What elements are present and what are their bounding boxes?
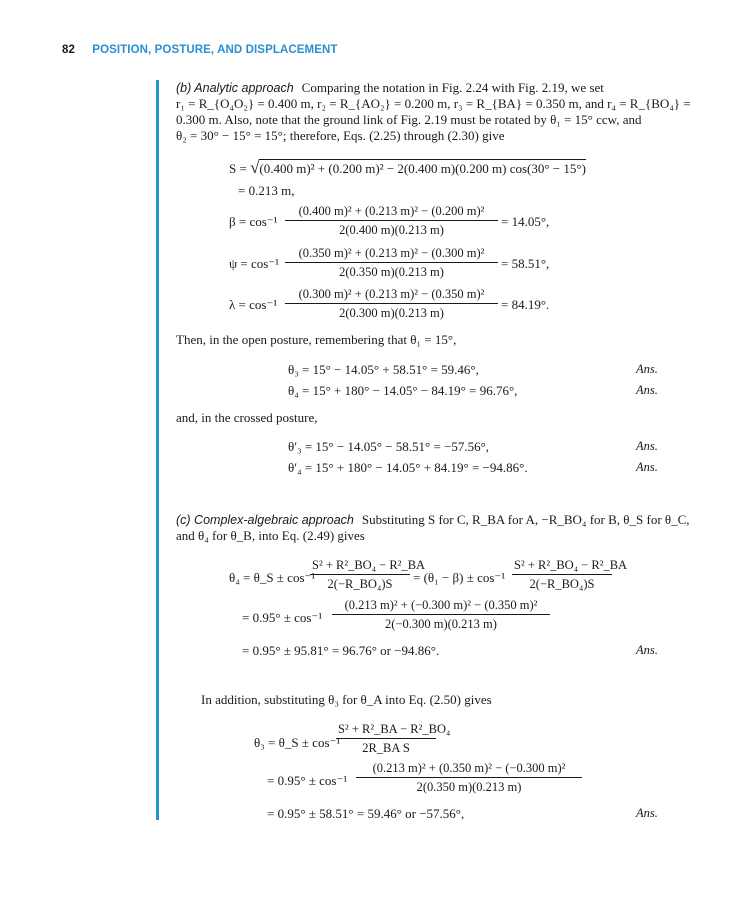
crossed-posture-intro: and, in the crossed posture, [176,410,318,425]
ans-label: Ans. [636,362,658,376]
eq-beta-fraction: $\frac{\text{(0.400 m)² + (0.213 m)² − (0.200 m)²}}{2(0.400 m)(0.213 m)}$ [285,204,498,238]
ans-label: Ans. [636,383,658,397]
eq-add-lhs: θ₃ = θ_S ± cos⁻¹ [254,735,341,750]
eq-add-fraction: $\frac{\text{S² + R²\_BA − R²\_BO₄}}{\text{2R\_BA S}}$ [338,722,451,755]
eq-beta-lhs: β = cos⁻¹ [229,214,278,229]
eq-c-row2-lhs: = 0.95° ± cos⁻¹ [242,610,323,625]
eq-add-row3: = 0.95° ± 58.51° = 59.46° or −57.56°, [267,806,465,821]
ans-label: Ans. [636,439,658,453]
ans-label: Ans. [636,643,658,657]
part-b-line-4: θ₂ = 30° − 15° = 15°; therefore, Eqs. (2.25) through (2.30) give [176,128,505,143]
eq-s: S = √(0.400 m)² + (0.200 m)² − 2(0.400 m)(0.200 m) cos(30° − 15°) [229,158,586,177]
part-b-line-1: (b) Analytic approach Comparing the notation in Fig. 2.24 with Fig. 2.19, we set [176,80,604,95]
open-posture-intro: Then, in the open posture, remembering that θ₁ = 15°, [176,332,457,347]
ans-label: Ans. [636,806,658,820]
eq-beta-result: = 14.05°, [501,214,550,229]
eq-add-row2-fraction: $\frac{\text{(0.213 m)² + (0.350 m)² − (−0.300 m)²}}{2(0.350 m)(0.213 m)}$ [356,761,582,795]
running-header [62,44,338,56]
crossed-theta4: θ′₄ = 15° + 180° − 14.05° + 84.19° = −94.86°. [288,460,528,475]
eq-psi-result: = 58.51°, [501,256,550,271]
eq-c-fraction-1: $\frac{\text{S² + R²\_BO₄ − R²\_BA}}{\text{2(−R\_BO₄)S}}$ [312,558,426,591]
page-number: 82 [62,44,75,56]
part-c-line-2: and θ₄ for θ_B, into Eq. (2.49) gives [176,528,365,543]
chapter-title: POSITION, POSTURE, AND DISPLACEMENT [92,44,338,56]
part-c-label: (c) Complex-algebraic approach [176,513,354,527]
ans-label: Ans. [636,460,658,474]
open-theta4: θ₄ = 15° + 180° − 14.05° − 84.19° = 96.76°, [288,383,518,398]
eq-psi-fraction: $\frac{\text{(0.350 m)² + (0.213 m)² − (0.300 m)²}}{2(0.350 m)(0.213 m)}$ [285,246,498,280]
eq-c-fraction-2: $\frac{\text{S² + R²\_BO₄ − R²\_BA}}{\text{2(−R\_BO₄)S}}$ [514,558,628,591]
eq-c-row3: = 0.95° ± 95.81° = 96.76° or −94.86°. [242,643,440,658]
eq-s-result: = 0.213 m, [238,183,295,198]
eq-s-radicand: (0.400 m)² + (0.200 m)² − 2(0.400 m)(0.200 m) cos(30° − 15°) [259,161,586,176]
eq-lambda-fraction: $\frac{\text{(0.300 m)² + (0.213 m)² − (0.350 m)²}}{2(0.300 m)(0.213 m)}$ [285,287,498,321]
part-c-line-1: (c) Complex-algebraic approach Substituting S for C, R_BA for A, −R_BO₄ for B, θ_S for θ_C, [176,512,690,527]
addition-intro: In addition, substituting θ₃ for θ_A into Eq. (2.50) gives [201,692,492,707]
crossed-theta3: θ′₃ = 15° − 14.05° − 58.51° = −57.56°, [288,439,490,454]
eq-add-row2-lhs: = 0.95° ± cos⁻¹ [267,773,348,788]
eq-psi-lhs: ψ = cos⁻¹ [229,256,280,271]
eq-c-mid: = (θ₁ − β) ± cos⁻¹ [413,570,506,585]
eq-lambda-result: = 84.19°. [501,297,550,312]
margin-bar [156,80,159,820]
eq-c-row2-fraction: $\frac{\text{(0.213 m)² + (−0.300 m)² − (0.350 m)²}}{2(-0.300 m)(0.213 m)}$ [332,598,550,632]
open-theta3: θ₃ = 15° − 14.05° + 58.51° = 59.46°, [288,362,479,377]
part-b-line-2: r₁ = R_{O₄O₂} = 0.400 m, r₂ = R_{AO₂} = 0.200 m, r₃ = R_{BA} = 0.350 m, and r₄ = R_{BO₄} = [176,96,691,111]
eq-c-lhs: θ₄ = θ_S ± cos⁻¹ [229,570,316,585]
part-b-label: (b) Analytic approach [176,81,294,95]
eq-lambda-lhs: λ = cos⁻¹ [229,297,278,312]
part-b-line-3: 0.300 m. Also, note that the ground link of Fig. 2.19 must be rotated by θ₁ = 15° ccw, and [176,112,642,127]
